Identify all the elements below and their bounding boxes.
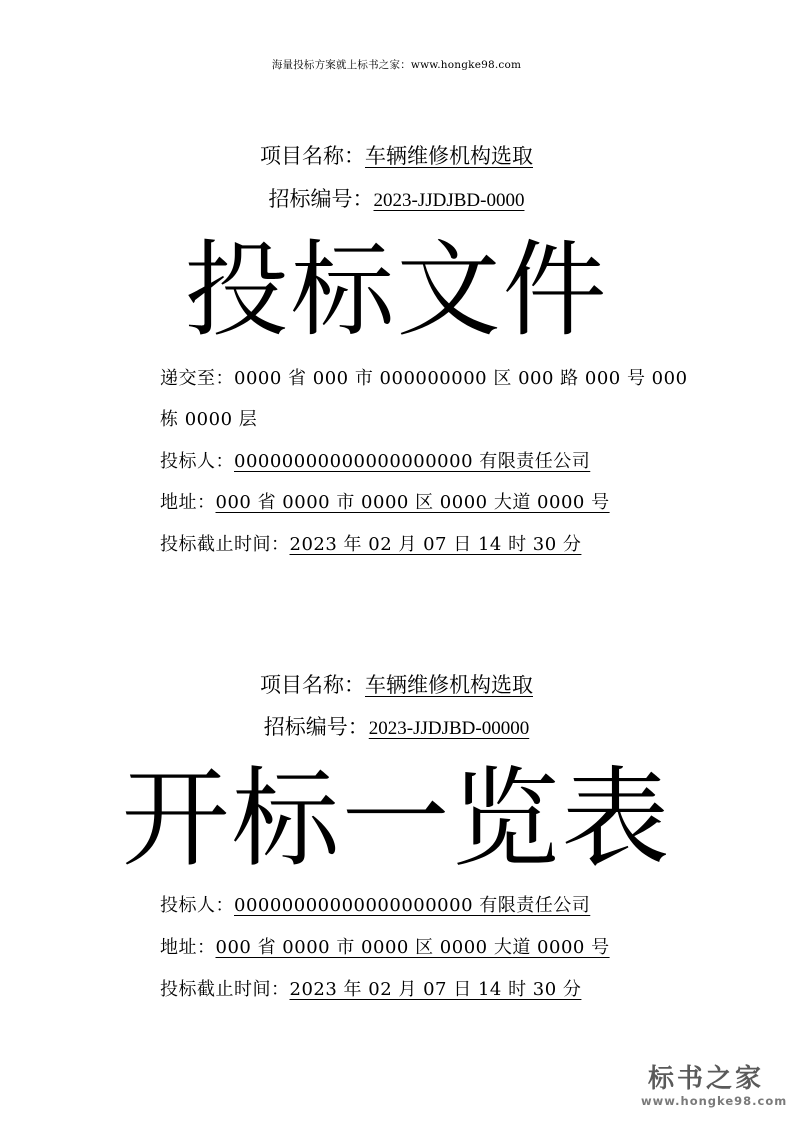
cover-bidder-label: 投标人： — [160, 451, 234, 472]
cover-tender-no: 2023-JJDJBD-0000 — [373, 190, 525, 211]
opening-deadline-label: 投标截止时间： — [160, 979, 290, 1000]
site-logo — [641, 1064, 788, 1108]
opening-tender-no-line — [0, 714, 793, 742]
cover-deliver-line1: 递交至：0000 省 000 市 000000000 区 000 路 000 号 000 — [160, 368, 688, 389]
cover-project-line — [0, 143, 793, 169]
opening-deadline-value: 2023 年 02 月 07 日 14 时 30 分 — [289, 979, 582, 1000]
opening-project-line — [0, 672, 793, 698]
cover-deliver-line2: 栋 0000 层 — [160, 409, 258, 430]
cover-address-line — [160, 491, 610, 515]
header-note: 海量投标方案就上标书之家：www.hongke98.com — [271, 59, 522, 71]
cover-deadline-label: 投标截止时间： — [160, 534, 290, 555]
opening-title: 开标一览表 — [121, 757, 672, 882]
cover-tender-no-label: 招标编号： — [268, 187, 374, 211]
opening-bidder-value: 00000000000000000000 有限责任公司 — [234, 895, 591, 916]
opening-deadline-line — [160, 978, 581, 1002]
cover-project-label: 项目名称： — [260, 144, 365, 168]
opening-bidder-line — [160, 894, 590, 918]
cover-project-name: 车辆维修机构选取 — [365, 144, 533, 168]
opening-tender-no-label: 招标编号： — [263, 715, 369, 739]
cover-address-value: 000 省 0000 市 0000 区 0000 大道 0000 号 — [215, 492, 610, 513]
logo-name: 标书之家 — [647, 1064, 764, 1094]
opening-address-line — [160, 936, 610, 960]
cover-bidder-line — [160, 450, 590, 474]
opening-bidder-label: 投标人： — [160, 895, 234, 916]
cover-deadline-line — [160, 533, 581, 557]
opening-project-name: 车辆维修机构选取 — [365, 673, 533, 697]
cover-address-label: 地址： — [160, 492, 216, 513]
opening-address-value: 000 省 0000 市 0000 区 0000 大道 0000 号 — [215, 937, 610, 958]
cover-bidder-value: 00000000000000000000 有限责任公司 — [234, 451, 591, 472]
cover-tender-no-line — [0, 186, 793, 214]
cover-title: 投标文件 — [184, 229, 609, 351]
opening-address-label: 地址： — [160, 937, 216, 958]
opening-tender-no: 2023-JJDJBD-00000 — [368, 718, 530, 739]
cover-deadline-value: 2023 年 02 月 07 日 14 时 30 分 — [289, 534, 582, 555]
opening-project-label: 项目名称： — [260, 673, 365, 697]
logo-url: www.hongke98.com — [641, 1094, 788, 1108]
